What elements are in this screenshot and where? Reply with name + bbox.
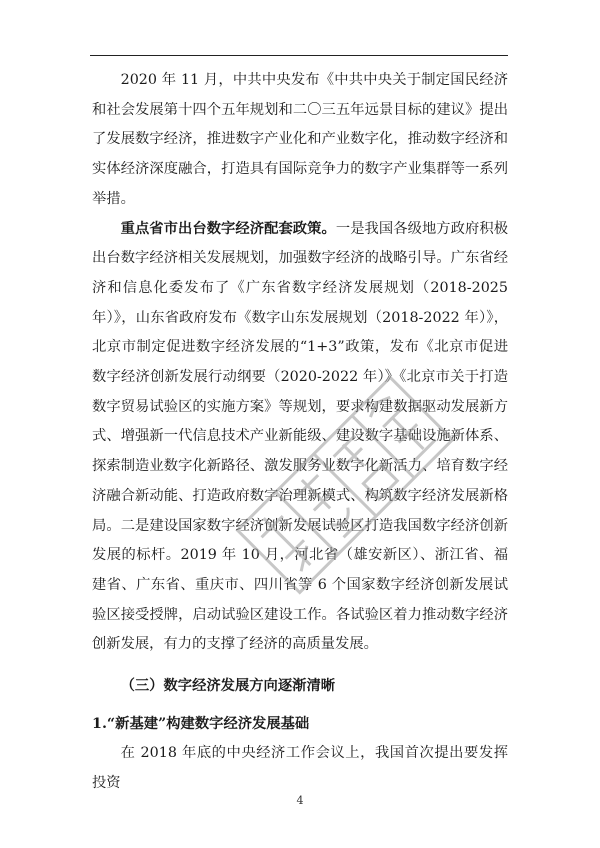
page-number: 4 <box>296 794 304 807</box>
header-rule <box>90 55 508 56</box>
paragraph-economic-work-conference: 在 2018 年底的中央经济工作会议上，我国首次提出要发挥投资 <box>92 745 508 792</box>
paragraph-provincial-policies <box>92 215 508 661</box>
paragraph-body: 一是我国各级地方政府积极出台数字经济相关发展规划，加强数字经济的战略引导。广东省经济和信息化委发布了《广东省数字经济发展规划（2018-2025 年）》，山东省政府发布《数字山东发展规划（2018-2022 年）》，北京市制定促进数字经济发展的“1+3”政策，发布《北京市促进数字经济创新发展行动纲要（2020-2022 年）》《北京市关于打造数字贸易试验区的实施方案》等规划，要求构建数据驱动发展新方式、增强新一代信息技术产业新能级、建设数字基础设施新体系、探索制造业数字化新路径、激发服务业数字化新活力、培育数字经济融合新动能、打造政府数字治理新模式、构筑数字经济发展新格局。二是建设国家数字经济创新发展试验区打造我国数字经济创新发展的标杆。2019 年 10 月，河北省（雄安新区）、浙江省、福建省、广东省、重庆市、四川省等 6 个国家数字经济创新发展试验区接受授牌，启动试验区建设工作。各试验区着力推动数字经济创新发展，有力的支撑了经济的高质量发展。 <box>92 220 509 653</box>
paragraph-14th-five-year-plan: 2020 年 11 月，中共中央发布《中共中央关于制定国民经济和社会发展第十四个五年规划和二〇三五年远景目标的建议》提出了发展数字经济，推进数字产业化和产业数字化，推动数字经济和实体经济深度融合，打造具有国际竞争力的数字产业集群等一系列举措。 <box>92 72 508 207</box>
sub-heading: 1.“新基建”构建数字经济发展基础 <box>92 715 310 732</box>
document-body <box>92 66 508 799</box>
section-heading: （三）数字经济发展方向逐渐清晰 <box>120 678 336 695</box>
paragraph-lead-bold: 重点省市出台数字经济配套政策。 <box>120 220 336 237</box>
